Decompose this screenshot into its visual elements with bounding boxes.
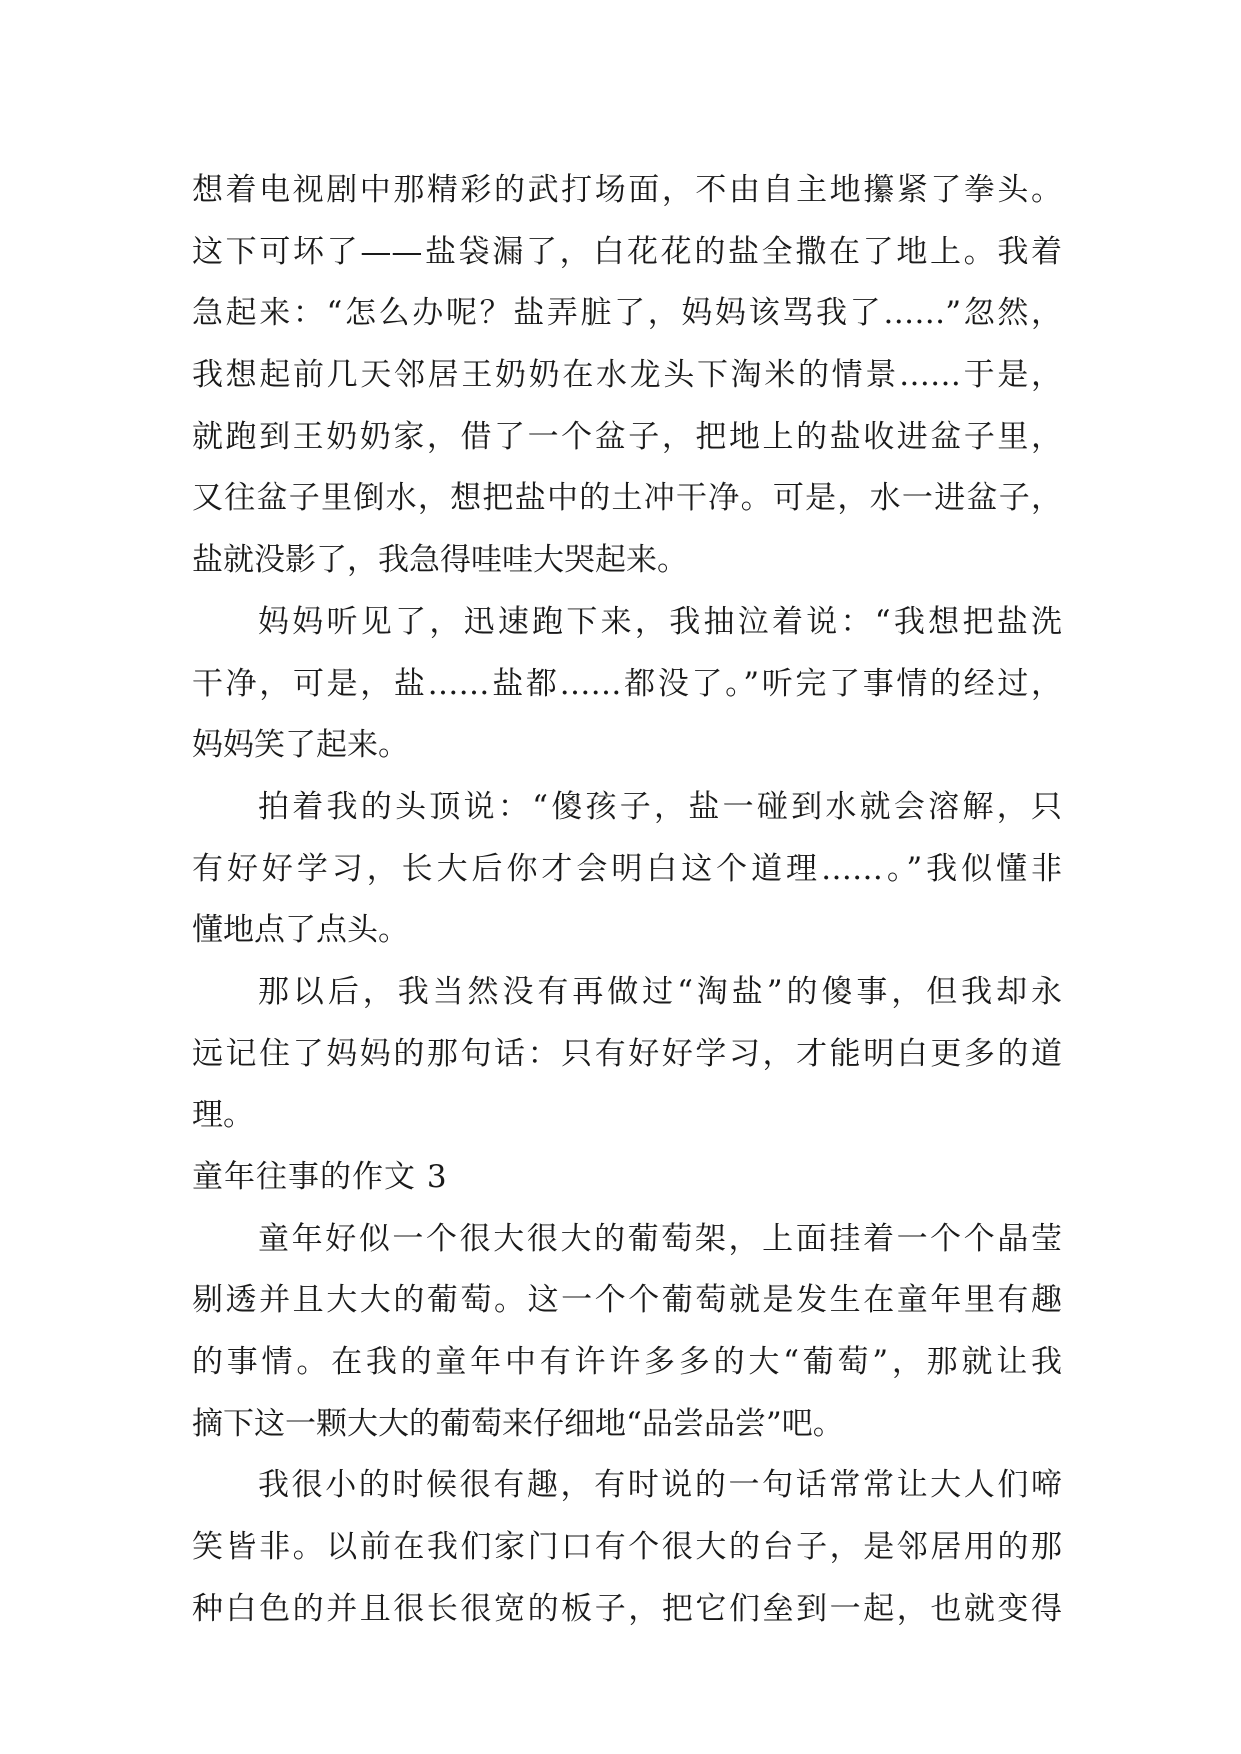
text-line: 懂地点了点头。 — [192, 912, 409, 949]
text-line: 笑皆非。以前在我们家门口有个很大的台子，是邻居用的那 — [192, 1529, 1062, 1566]
text-line: 急起来：“怎么办呢？盐弄脏了，妈妈该骂我了……”忽然， — [192, 295, 1062, 332]
text-line: 又往盆子里倒水，想把盐中的土冲干净。可是，水一进盆子， — [192, 480, 1062, 517]
text-line: 有好好学习，长大后你才会明白这个道理……。”我似懂非 — [192, 850, 1062, 887]
paragraph-first-line: 童年好似一个很大很大的葡萄架，上面挂着一个个晶莹 — [258, 1220, 1062, 1257]
text-line: 种白色的并且很长很宽的板子，把它们垒到一起，也就变得 — [192, 1590, 1062, 1627]
text-line: 这下可坏了——盐袋漏了，白花花的盐全撒在了地上。我着 — [192, 233, 1062, 270]
text-line: 干净，可是，盐……盐都……都没了。”听完了事情的经过， — [192, 665, 1062, 702]
text-line: 剔透并且大大的葡萄。这一个个葡萄就是发生在童年里有趣 — [192, 1282, 1062, 1319]
paragraph-first-line: 那以后，我当然没有再做过“淘盐”的傻事，但我却永 — [258, 973, 1062, 1010]
text-line: 就跑到王奶奶家，借了一个盆子，把地上的盐收进盆子里， — [192, 418, 1062, 455]
text-line: 的事情。在我的童年中有许许多多的大“葡萄”，那就让我 — [192, 1344, 1062, 1381]
paragraph-first-line: 拍着我的头顶说：“傻孩子，盐一碰到水就会溶解，只 — [258, 788, 1062, 825]
text-line: 想着电视剧中那精彩的武打场面，不由自主地攥紧了拳头。 — [192, 172, 1062, 208]
section-heading: 童年往事的作文 3 — [192, 1159, 448, 1195]
text-line: 理。 — [192, 1097, 254, 1134]
text-line: 我想起前几天邻居王奶奶在水龙头下淘米的情景……于是， — [192, 357, 1062, 394]
text-line: 摘下这一颗大大的葡萄来仔细地“品尝品尝”吧。 — [192, 1405, 844, 1442]
text-line: 妈妈笑了起来。 — [192, 727, 409, 764]
text-line: 盐就没影了，我急得哇哇大哭起来。 — [192, 542, 688, 579]
paragraph-first-line: 妈妈听见了，迅速跑下来，我抽泣着说：“我想把盐洗 — [258, 603, 1062, 640]
document-page — [192, 160, 1062, 1641]
text-line: 远记住了妈妈的那句话：只有好好学习，才能明白更多的道 — [192, 1035, 1062, 1072]
paragraph-first-line: 我很小的时候很有趣，有时说的一句话常常让大人们啼 — [258, 1467, 1062, 1504]
